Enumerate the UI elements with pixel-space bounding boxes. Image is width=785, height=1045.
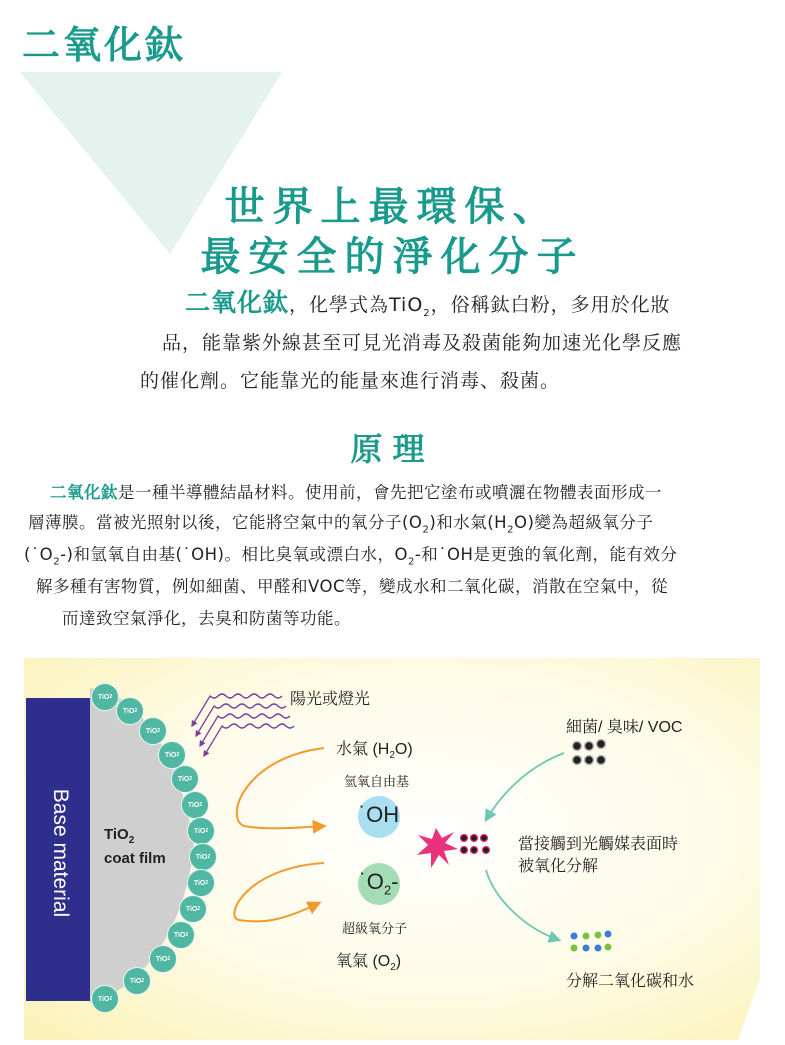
tio2-bead: TiO 2 bbox=[139, 717, 167, 745]
tio2-bead: TiO 2 bbox=[123, 967, 151, 995]
section-title: 原理 bbox=[350, 430, 435, 468]
intro-line-3: 的催化劑。它能靠光的能量來進行消毒、殺菌。 bbox=[140, 370, 561, 392]
pollutants-label: 細菌/ 臭味/ VOC bbox=[566, 719, 683, 736]
principle-line-4: 解多種有害物質，例如細菌、甲醛和VOC等，變成水和二氧化碳，消散在空氣中，從 bbox=[36, 577, 669, 596]
tio2-bead: TiO 2 bbox=[181, 791, 209, 819]
oxygen-label: 氧氣 $(O_2)$ bbox=[336, 953, 402, 974]
intro-line-2: 品，能靠紫外線甚至可見光消毒及殺菌能夠加速光化學反應 bbox=[162, 332, 683, 354]
principle-line-5: 而達致空氣淨化，去臭和防菌等功能。 bbox=[62, 609, 351, 628]
decompose-label-2: 被氧化分解 bbox=[518, 858, 599, 875]
tio2-bead: TiO 2 bbox=[158, 741, 186, 769]
tio2-bead: TiO 2 bbox=[91, 683, 119, 711]
hydroxyl-circle-label: ˙OH bbox=[358, 802, 400, 827]
tio2-bead: TiO 2 bbox=[179, 895, 207, 923]
tio2-bead: TiO 2 bbox=[171, 765, 199, 793]
tio2-bead: TiO 2 bbox=[187, 869, 215, 897]
hydroxyl-radical-label: 氫氧自由基 bbox=[344, 775, 410, 790]
light-label: 陽光或燈光 bbox=[290, 691, 371, 708]
tio2-bead: TiO 2 bbox=[189, 843, 217, 871]
superoxide-label: 超級氧分子 bbox=[342, 922, 408, 937]
headline-line-2: 最安全的淨化分子 bbox=[200, 233, 585, 280]
tio2-bead: TiO 2 bbox=[91, 985, 119, 1013]
principle-line-2: 層薄膜。當被光照射以後，它能將空氣中的氧分子$(O_2)$和水氣$(H_2O)$變為超級氧分子 bbox=[28, 513, 654, 536]
intro-line-1: 二氧化鈦，化學式為TiO$_2$，俗稱鈦白粉，多用於化妝 bbox=[185, 288, 671, 319]
result-label: 分解二氧化碳和水 bbox=[566, 973, 695, 990]
tio2-bead: TiO 2 bbox=[149, 945, 177, 973]
coat-film-label-2: coat film bbox=[104, 850, 166, 867]
headline-line-1: 世界上最環保、 bbox=[224, 183, 561, 230]
tio2-bead: TiO 2 bbox=[187, 817, 215, 845]
tio2-bead: TiO 2 bbox=[116, 697, 144, 725]
photocatalysis-diagram bbox=[24, 658, 760, 1040]
principle-line-1: 二氧化鈦是一種半導體結晶材料。使用前，會先把它塗布或噴灑在物體表面形成一 bbox=[50, 483, 662, 502]
principle-line-3: $(˙O_2-)$和氫氧自由基(˙OH)。相比臭氧或漂白水，$O_2-$和˙OH是更強的氧化劑，能有效分 bbox=[24, 545, 678, 568]
page-title: 二氧化鈦 bbox=[22, 22, 187, 67]
intro-term: 二氧化鈦 bbox=[185, 288, 290, 317]
water-vapor-label: 水氣 $(H_2O)$ bbox=[336, 741, 413, 762]
base-material-label: Base material bbox=[49, 788, 72, 918]
base-material-block bbox=[40, 746, 78, 966]
superoxide-circle-label: $˙O_2-$ bbox=[359, 869, 399, 898]
decompose-label-1: 當接觸到光觸媒表面時 bbox=[518, 836, 679, 853]
coat-film-label-1: TiO$_2$ bbox=[104, 826, 135, 846]
tio2-bead: TiO 2 bbox=[167, 921, 195, 949]
